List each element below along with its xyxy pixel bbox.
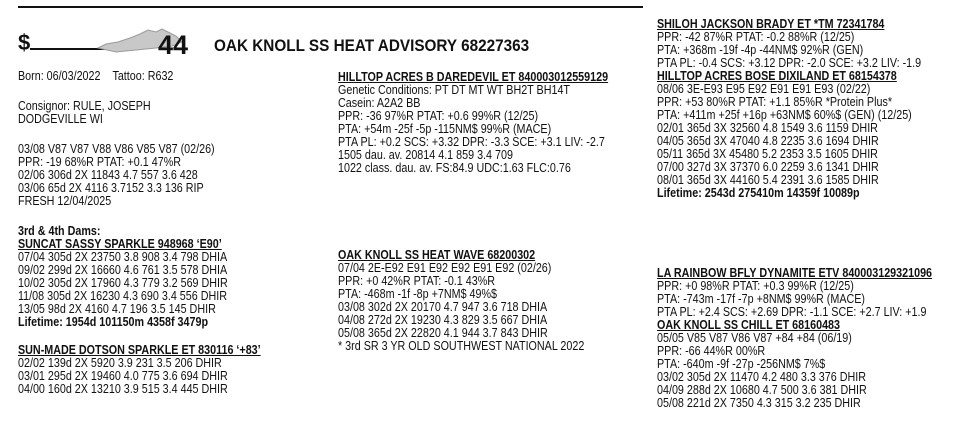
- consignor-location: DODGEVILLE WI: [18, 112, 103, 126]
- classification-line: 07/04 2E-E92 E91 E92 E92 E91 E92 (02/26): [338, 261, 552, 275]
- record-line: 02/02 139d 2X 5920 3.9 231 3.5 206 DHIR: [18, 356, 222, 370]
- pta-pl-line: PTA PL: +0.2 SCS: +3.32 DPR: -3.3 SCE: +3.1 LIV: -2.7: [338, 135, 605, 149]
- price-symbol: $: [18, 30, 31, 55]
- lot-number: 44: [158, 30, 189, 60]
- record-line: 11/08 305d 2X 16230 4.3 690 3.4 556 DHIR: [18, 289, 227, 303]
- pta-line: PTA: -468m -1f -8p +7NM$ 49%$: [338, 287, 498, 301]
- dam-name: OAK KNOLL SS CHILL ET 68160483: [657, 318, 841, 332]
- ppr-line: PPR: +53 80%R PTAT: +1.1 85%R *Protein Plus*: [657, 95, 893, 109]
- fresh-date: FRESH 12/04/2025: [18, 194, 112, 208]
- ppr-line: PPR: -66 44%R 00%R: [657, 344, 766, 358]
- record-line: 07/00 327d 3X 37370 6.0 2259 3.6 1341 DHIR: [657, 160, 879, 174]
- daughter-average: 1505 dau. av. 20814 4.1 859 3.4 709: [338, 148, 513, 162]
- right-column: [657, 18, 921, 200]
- ppr-line: PPR: -36 97%R PTAT: +0.6 99%R (12/25): [338, 109, 539, 123]
- right-lower-block: [657, 267, 932, 410]
- sire-name: SHILOH JACKSON BRADY ET *TM 72341784: [657, 17, 885, 31]
- born-date: Born: 06/03/2022: [18, 69, 101, 83]
- pta-line: PTA: -743m -17f -7p +8NM$ 99%R (MACE): [657, 292, 865, 306]
- class-daughter-average: 1022 class. dau. av. FS:84.9 UDC:1.63 FLC:0.76: [338, 161, 571, 175]
- record-line: 03/08 302d 2X 20170 4.7 947 3.6 718 DHIA: [338, 300, 548, 314]
- left-column: [18, 70, 261, 396]
- consignor-name: Consignor: RULE, JOSEPH: [18, 99, 151, 113]
- dams-heading: 3rd & 4th Dams:: [18, 224, 101, 238]
- ppr-line: PPR: +0 42%R PTAT: -0.1 43%R: [338, 274, 496, 288]
- record-line: 05/11 365d 3X 45480 5.2 2353 3.5 1605 DHIR: [657, 147, 878, 161]
- classification-line: 08/06 3E-E93 E95 E92 E91 E91 E93 (02/22): [657, 82, 871, 96]
- animal-title: OAK KNOLL SS HEAT ADVISORY 68227363: [214, 36, 530, 55]
- sire-name: HILLTOP ACRES B DAREDEVIL ET 840003012559129: [338, 70, 609, 84]
- record-line: 04/00 160d 2X 13210 3.9 515 3.4 445 DHIR: [18, 382, 228, 396]
- record-line: 09/02 299d 2X 16660 4.6 761 3.5 578 DHIA: [18, 263, 228, 277]
- record-line: 08/01 365d 3X 44160 5.4 2391 3.6 1585 DHIR: [657, 173, 879, 187]
- dam-name: SUN-MADE DOTSON SPARKLE ET 830116 ‘+83’: [18, 343, 261, 357]
- show-note: * 3rd SR 3 YR OLD SOUTHWEST NATIONAL 2022: [338, 339, 585, 353]
- pta-pl-line: PTA PL: +2.4 SCS: +2.69 DPR: -1.1 SCE: +2.7 LIV: +1.9: [657, 305, 927, 319]
- record-line: 13/05 98d 2X 4160 4.7 196 3.5 145 DHIR: [18, 302, 216, 316]
- ppr-line: PPR: +0 98%R PTAT: +0.3 99%R (12/25): [657, 279, 854, 293]
- record-line: 02/01 365d 3X 32560 4.8 1549 3.6 1159 DHIR: [657, 121, 878, 135]
- lifetime-line: Lifetime: 1954d 101150m 4358f 3479p: [18, 315, 209, 329]
- classification-line: 03/08 V87 V87 V88 V86 V85 V87 (02/26): [18, 142, 215, 156]
- genetic-conditions: Genetic Conditions: PT DT MT WT BH2T BH14T: [338, 83, 571, 97]
- record-line: 10/02 305d 2X 17960 4.3 779 3.2 569 DHIR: [18, 276, 228, 290]
- casein: Casein: A2A2 BB: [338, 96, 421, 110]
- record-line: 03/01 295d 2X 19460 4.0 775 3.6 694 DHIR: [18, 369, 228, 383]
- tattoo: Tattoo: R632: [112, 69, 174, 83]
- classification-line: 05/05 V85 V87 V86 V87 +84 +84 (06/19): [657, 331, 852, 345]
- record-line: 05/08 221d 2X 7350 4.3 315 3.2 235 DHIR: [657, 396, 861, 410]
- record-line: 07/04 305d 2X 23750 3.8 908 3.4 798 DHIA: [18, 250, 228, 264]
- sire-name: LA RAINBOW BFLY DYNAMITE ETV 840003129321096: [657, 266, 933, 280]
- record-line: 05/08 365d 2X 22820 4.1 944 3.7 843 DHIR: [338, 326, 548, 340]
- record-line: 04/05 365d 3X 47040 4.8 2235 3.6 1694 DHIR: [657, 134, 879, 148]
- pta-pl-line: PTA PL: -0.4 SCS: +3.12 DPR: -2.0 SCE: +3.2 LIV: -1.9: [657, 56, 922, 70]
- born-tattoo-line: [18, 70, 261, 83]
- dam-name: SUNCAT SASSY SPARKLE 948968 ‘E90’: [18, 237, 222, 251]
- pta-line: PTA: -640m -9f -27p -256NM$ 7%$: [657, 357, 826, 371]
- middle-column: [338, 71, 608, 175]
- pta-line: PTA: +411m +25f +16p +63NM$ 60%$ (GEN) (12/25): [657, 108, 912, 122]
- middle-dam-block: [338, 249, 584, 353]
- pta-line: PTA: +368m -19f -4p -44NM$ 92%R (GEN): [657, 43, 864, 57]
- record-line: 04/08 272d 2X 19230 4.3 829 3.5 667 DHIA: [338, 313, 548, 327]
- lifetime-line: Lifetime: 2543d 275410m 14359f 10089p: [657, 186, 860, 200]
- dam-name: HILLTOP ACRES BOSE DIXILAND ET 68154378: [657, 69, 897, 83]
- record-line: 03/06 65d 2X 4116 3.7152 3.3 136 RIP: [18, 181, 204, 195]
- top-rule: [18, 6, 643, 8]
- record-line: 04/09 288d 2X 10680 4.7 500 3.6 381 DHIR: [657, 383, 867, 397]
- record-line: 02/06 306d 2X 11843 4.7 557 3.6 428: [18, 168, 198, 182]
- ppr-line: PPR: -19 68%R PTAT: +0.1 47%R: [18, 155, 182, 169]
- dam-name: OAK KNOLL SS HEAT WAVE 68200302: [338, 248, 536, 262]
- ppr-line: PPR: -42 87%R PTAT: -0.2 88%R (12/25): [657, 30, 855, 44]
- record-line: 03/02 305d 2X 11470 4.2 480 3.3 376 DHIR: [657, 370, 866, 384]
- pta-line: PTA: +54m -25f -5p -115NM$ 99%R (MACE): [338, 122, 552, 136]
